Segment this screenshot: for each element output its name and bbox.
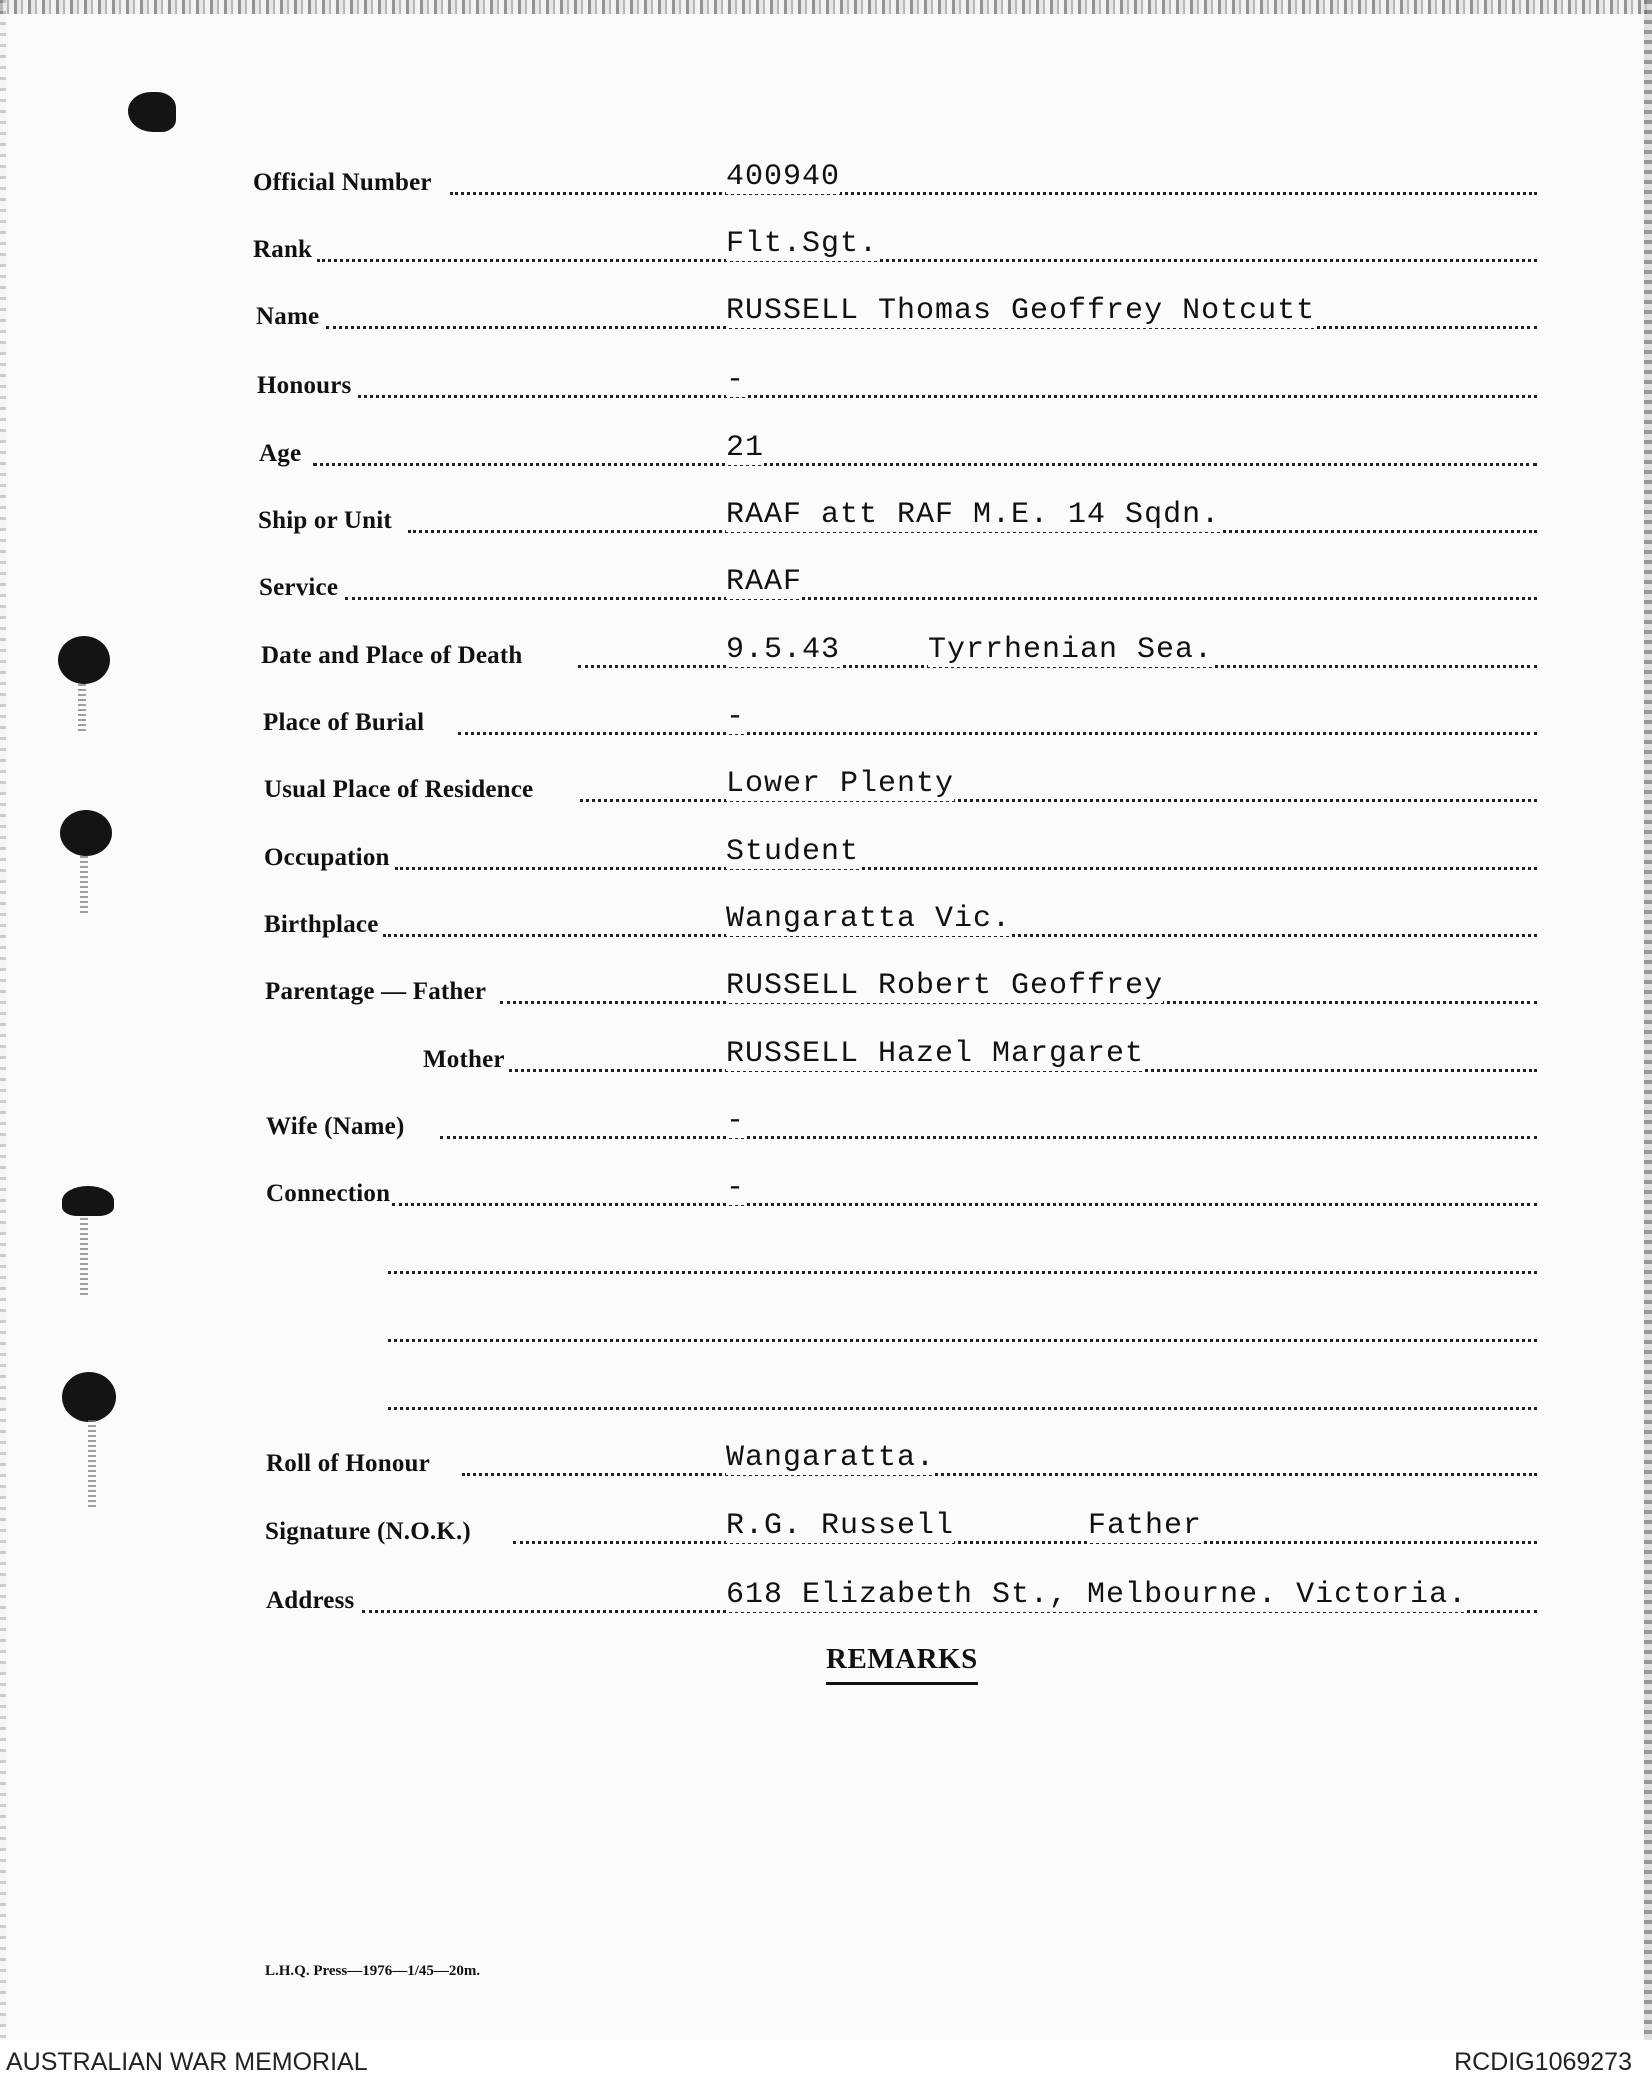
field-father <box>0 966 1652 1012</box>
field-label: Age <box>259 440 302 467</box>
field-occupation <box>0 832 1652 878</box>
remarks-heading: REMARKS <box>826 1643 978 1685</box>
field-value: Wangaratta Vic. <box>726 902 1012 936</box>
field-value: RAAF att RAF M.E. 14 Sqdn. <box>726 498 1221 532</box>
field-label: Place of Burial <box>263 709 425 736</box>
dotted-line <box>458 728 1537 735</box>
field-value: - <box>726 363 746 397</box>
printer-imprint: L.H.Q. Press—1976—1/45—20m. <box>265 1963 481 1979</box>
dotted-line <box>395 863 1537 870</box>
field-birthplace <box>0 899 1652 945</box>
field-value: 618 Elizabeth St., Melbourne. Victoria. <box>726 1578 1468 1612</box>
dotted-line <box>388 1267 1537 1274</box>
field-label: Signature (N.O.K.) <box>265 1518 471 1545</box>
field-value: Student <box>726 835 860 869</box>
field-value: 9.5.43 <box>726 633 841 667</box>
field-wife <box>0 1101 1652 1147</box>
connection-line-4 <box>0 1372 1652 1418</box>
field-address <box>0 1575 1652 1621</box>
field-roll-of-honour <box>0 1438 1652 1484</box>
field-value: R.G. Russell <box>726 1509 955 1543</box>
field-honours <box>0 360 1652 406</box>
dotted-line <box>358 391 1537 398</box>
dotted-line <box>388 1403 1537 1410</box>
field-label: Honours <box>257 372 352 399</box>
field-value: Flt.Sgt. <box>726 227 879 261</box>
field-value: - <box>726 700 746 734</box>
archive-id: RCDIG1069273 <box>1454 2048 1632 2076</box>
field-label: Connection <box>266 1180 391 1207</box>
field-official-number <box>0 157 1652 203</box>
field-label: Mother <box>423 1046 505 1073</box>
dotted-line <box>450 188 1537 195</box>
field-value: Lower Plenty <box>726 767 955 801</box>
dotted-line <box>392 1199 1537 1206</box>
field-value: RUSSELL Hazel Margaret <box>726 1037 1145 1071</box>
field-value: RUSSELL Robert Geoffrey <box>726 969 1164 1003</box>
field-value: - <box>726 1171 746 1205</box>
field-label: Ship or Unit <box>258 507 392 534</box>
field-connection <box>0 1168 1652 1214</box>
field-date-place-of-death <box>0 630 1652 676</box>
field-place-of-burial <box>0 697 1652 743</box>
dotted-line <box>345 593 1537 600</box>
field-label: Wife (Name) <box>266 1113 405 1140</box>
archive-name: AUSTRALIAN WAR MEMORIAL <box>6 2048 368 2076</box>
field-value: 21 <box>726 431 765 465</box>
field-label: Birthplace <box>264 911 379 938</box>
punch-hole-top <box>128 92 176 132</box>
field-label: Roll of Honour <box>266 1450 430 1477</box>
field-label: Parentage — Father <box>265 978 487 1005</box>
dotted-line <box>313 459 1537 466</box>
field-value-extra: Father <box>1088 1509 1203 1543</box>
field-signature <box>0 1506 1652 1552</box>
field-label: Official Number <box>253 169 432 196</box>
field-ship-or-unit <box>0 495 1652 541</box>
field-mother <box>0 1034 1652 1080</box>
field-value: RUSSELL Thomas Geoffrey Notcutt <box>726 294 1316 328</box>
connection-line-2 <box>0 1236 1652 1282</box>
field-label: Service <box>259 574 339 601</box>
field-label: Name <box>256 303 320 330</box>
field-label: Date and Place of Death <box>261 642 523 669</box>
connection-line-3 <box>0 1304 1652 1350</box>
field-usual-residence <box>0 764 1652 810</box>
field-rank <box>0 224 1652 270</box>
field-label: Rank <box>253 236 313 263</box>
archive-footer <box>0 2040 1652 2081</box>
scan-edge-top <box>0 0 1652 14</box>
dotted-line <box>388 1335 1537 1342</box>
field-label: Usual Place of Residence <box>264 776 534 803</box>
field-name <box>0 291 1652 337</box>
field-label: Address <box>266 1587 355 1614</box>
dotted-line <box>580 795 1537 802</box>
dotted-line <box>462 1469 1537 1476</box>
field-value: Wangaratta. <box>726 1441 936 1475</box>
field-service <box>0 562 1652 608</box>
dotted-line <box>440 1132 1537 1139</box>
field-value: RAAF <box>726 565 803 599</box>
field-value: 400940 <box>726 160 841 194</box>
field-age <box>0 428 1652 474</box>
field-value-extra: Tyrrhenian Sea. <box>928 633 1214 667</box>
field-value: - <box>726 1104 746 1138</box>
dotted-line <box>513 1537 1537 1544</box>
field-label: Occupation <box>264 844 390 871</box>
dotted-line <box>317 255 1537 262</box>
